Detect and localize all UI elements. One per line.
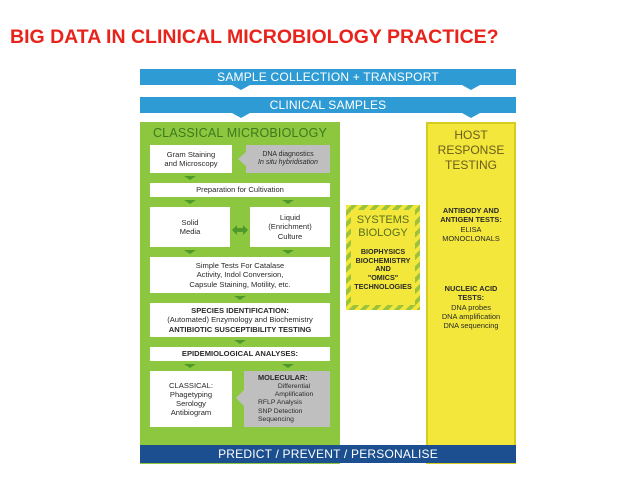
down-arrow-icon (234, 340, 246, 344)
heading-line: ANTIGEN TESTS: (440, 215, 502, 225)
down-arrow-icon (184, 176, 196, 180)
heading-line: SYSTEMS (356, 214, 410, 226)
item-line: DNA amplification (441, 311, 501, 321)
gram-staining-box (150, 145, 232, 173)
box-line: (Enrichment) (268, 222, 312, 232)
box-line: Culture (277, 231, 303, 241)
down-arrow-icon (232, 113, 250, 118)
predict-bar: PREDICT / PREVENT / PERSONALISE (140, 445, 516, 463)
box-line: Activity, Indol Conversion, (196, 270, 284, 280)
epidemiological-box (150, 347, 330, 361)
slide-title: BIG DATA IN CLINICAL MICROBIOLOGY PRACTICE? (10, 26, 499, 48)
heading-line: TESTS: (457, 293, 485, 303)
item-line: AND (375, 264, 391, 274)
box-line: ANTIBIOTIC SUSCEPTIBILITY TESTING (168, 324, 312, 334)
box-line: Solid (181, 217, 199, 227)
item-line: "OMICS" (367, 272, 399, 282)
heading-line: HOST (454, 128, 488, 142)
nucleic-acid-tests (426, 284, 516, 330)
box-line: RFLP Analysis (258, 399, 303, 407)
bidirectional-arrow-icon (232, 222, 248, 232)
down-arrow-icon (184, 200, 196, 204)
sample-collection-bar: SAMPLE COLLECTION + TRANSPORT (140, 69, 516, 85)
molecular-box (244, 371, 330, 427)
box-line: In situ hybridisation (258, 159, 318, 166)
host-response-heading (426, 128, 516, 173)
item-line: BIOPHYSICS (360, 247, 406, 256)
box-line: CLASSICAL: (169, 380, 213, 390)
box-line: MOLECULAR: (258, 373, 308, 383)
down-arrow-icon (462, 113, 480, 118)
down-arrow-icon (282, 200, 294, 204)
item-line: MONOCLONALS (442, 233, 500, 243)
item-line: DNA sequencing (443, 321, 499, 330)
box-line: Differential Amplification (274, 383, 314, 399)
classical-typing-box (150, 371, 232, 427)
item-line: ELISA (460, 224, 482, 234)
down-arrow-icon (184, 250, 196, 254)
classical-microbiology-heading: CLASSICAL MICROBIOLOGY (152, 126, 328, 140)
box-line: Capsule Staining, Motility, etc. (189, 279, 291, 289)
box-line: EPIDEMIOLOGICAL ANALYSES: (181, 349, 299, 359)
solid-media-box (150, 207, 230, 247)
box-line: SNP Detection (258, 407, 303, 415)
preparation-box: Preparation for Cultivation (150, 183, 330, 197)
box-line: Phagetyping (169, 389, 213, 399)
item-line: BIOCHEMISTRY (355, 255, 411, 265)
heading-line: BIOLOGY (358, 227, 408, 240)
species-identification-box (150, 303, 330, 337)
down-arrow-icon (282, 364, 294, 368)
box-line: and Microscopy (164, 159, 218, 168)
down-arrow-icon (462, 85, 480, 90)
clinical-samples-bar: CLINICAL SAMPLES (140, 97, 516, 113)
simple-tests-box (150, 257, 330, 293)
item-line: DNA probes (451, 302, 491, 312)
box-line: Liquid (279, 213, 301, 223)
down-arrow-icon (184, 364, 196, 368)
down-arrow-icon (234, 296, 246, 300)
box-line: (Automated) Enzymology and Biochemistry (167, 315, 313, 325)
heading-line: ANTIBODY AND (442, 206, 500, 215)
dna-diagnostics-box (246, 145, 330, 173)
down-arrow-icon (282, 250, 294, 254)
box-line: Sequencing (258, 415, 294, 423)
heading-line: NUCLEIC ACID (444, 284, 498, 293)
antibody-tests (426, 206, 516, 243)
down-arrow-icon (232, 85, 250, 90)
box-line: SPECIES IDENTIFICATION: (191, 306, 289, 316)
heading-line: RESPONSE (437, 143, 505, 157)
box-line: Media (179, 227, 201, 236)
box-line: Antibiogram (170, 408, 212, 418)
liquid-culture-box (250, 207, 330, 247)
item-line: TECHNOLOGIES (354, 281, 412, 291)
heading-line: TESTING (444, 158, 497, 172)
box-line: Serology (176, 399, 206, 408)
systems-biology-items (346, 248, 420, 291)
systems-biology-heading (346, 214, 420, 240)
box-line: DNA diagnostics (262, 150, 314, 158)
box-line: Gram Staining (166, 149, 216, 159)
box-line: Simple Tests For Catalase (195, 261, 285, 271)
